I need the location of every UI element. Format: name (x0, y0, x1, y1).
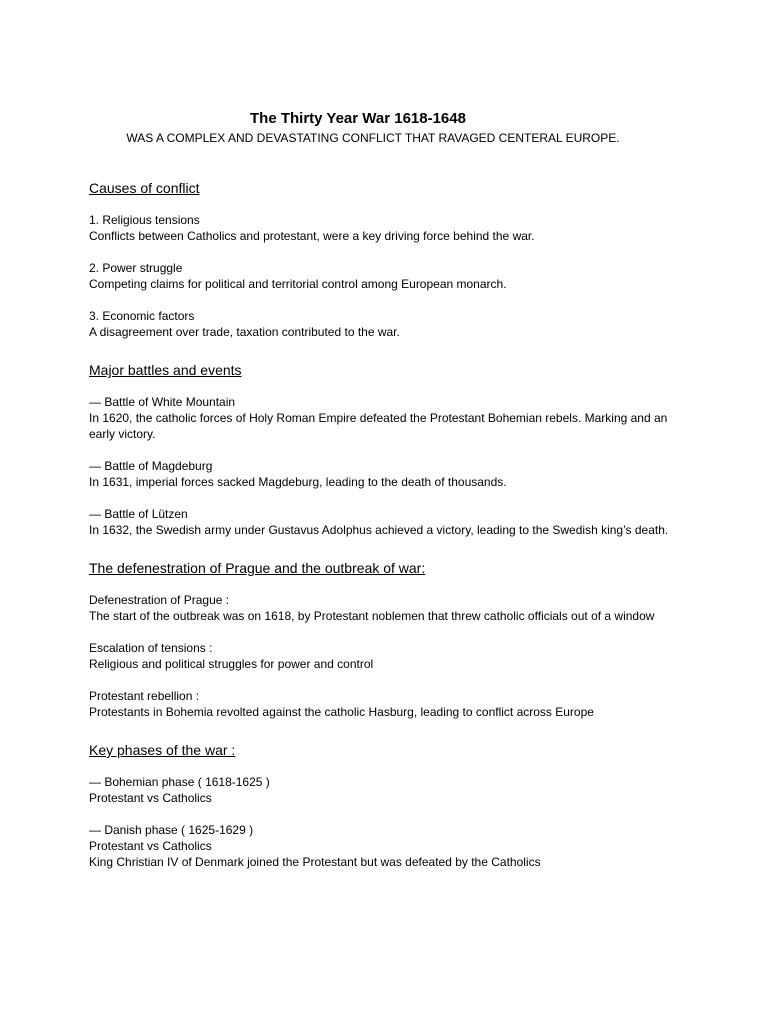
item-text: Protestants in Bohemia revolted against the catholic Hasburg, leading to conflict across Europe (89, 705, 594, 719)
item-title: 3. Economic factors (89, 309, 195, 323)
item-title: 2. Power struggle (89, 261, 183, 275)
list-item (89, 394, 689, 442)
document-title: The Thirty Year War 1618-1648 (250, 110, 466, 127)
item-text: Conflicts between Catholics and protestant, were a key driving force behind the war. (89, 229, 535, 243)
list-item (89, 822, 689, 870)
list-item (89, 458, 689, 490)
item-title: — Bohemian phase ( 1618-1625 ) (89, 775, 270, 789)
item-text: In 1632, the Swedish army under Gustavus Adolphus achieved a victory, leading to the Swedish king’s death. (89, 523, 669, 537)
section-heading-defenestration: The defenestration of Prague and the outbreak of war: (89, 560, 426, 576)
section-heading-phases: Key phases of the war : (89, 742, 236, 758)
section-heading-battles: Major battles and events (89, 362, 242, 378)
list-item (89, 260, 689, 292)
item-text: The start of the outbreak was on 1618, by Protestant noblemen that threw catholic officials out of a window (89, 609, 655, 623)
item-extra-text: King Christian IV of Denmark joined the Protestant but was defeated by the Catholics (89, 855, 541, 869)
item-text: Religious and political struggles for power and control (89, 657, 374, 671)
list-item (89, 212, 689, 244)
item-title: Defenestration of Prague : (89, 593, 230, 607)
item-text: Protestant vs Catholics (89, 791, 212, 805)
item-title: — Danish phase ( 1625-1629 ) (89, 823, 254, 837)
list-item (89, 592, 689, 624)
item-text: In 1631, imperial forces sacked Magdeburg, leading to the death of thousands. (89, 475, 507, 489)
item-text: In 1620, the catholic forces of Holy Roman Empire defeated the Protestant Bohemian rebels. Marking and an early victory. (89, 411, 668, 441)
item-title: — Battle of White Mountain (89, 395, 236, 409)
list-item (89, 506, 689, 538)
item-title: 1. Religious tensions (89, 213, 200, 227)
document-subtitle: WAS A COMPLEX AND DEVASTATING CONFLICT THAT RAVAGED CENTERAL EUROPE. (126, 131, 620, 145)
section-heading-causes: Causes of conflict (89, 180, 200, 196)
list-item (89, 774, 689, 806)
list-item (89, 688, 689, 720)
item-title: Protestant rebellion : (89, 689, 200, 703)
list-item (89, 308, 689, 340)
item-text: Protestant vs Catholics (89, 839, 212, 853)
item-title: — Battle of Magdeburg (89, 459, 213, 473)
list-item (89, 640, 689, 672)
item-title: — Battle of Lützen (89, 507, 188, 521)
item-text: Competing claims for political and territorial control among European monarch. (89, 277, 507, 291)
item-text: A disagreement over trade, taxation contributed to the war. (89, 325, 400, 339)
item-title: Escalation of tensions : (89, 641, 213, 655)
document-body (89, 180, 689, 870)
